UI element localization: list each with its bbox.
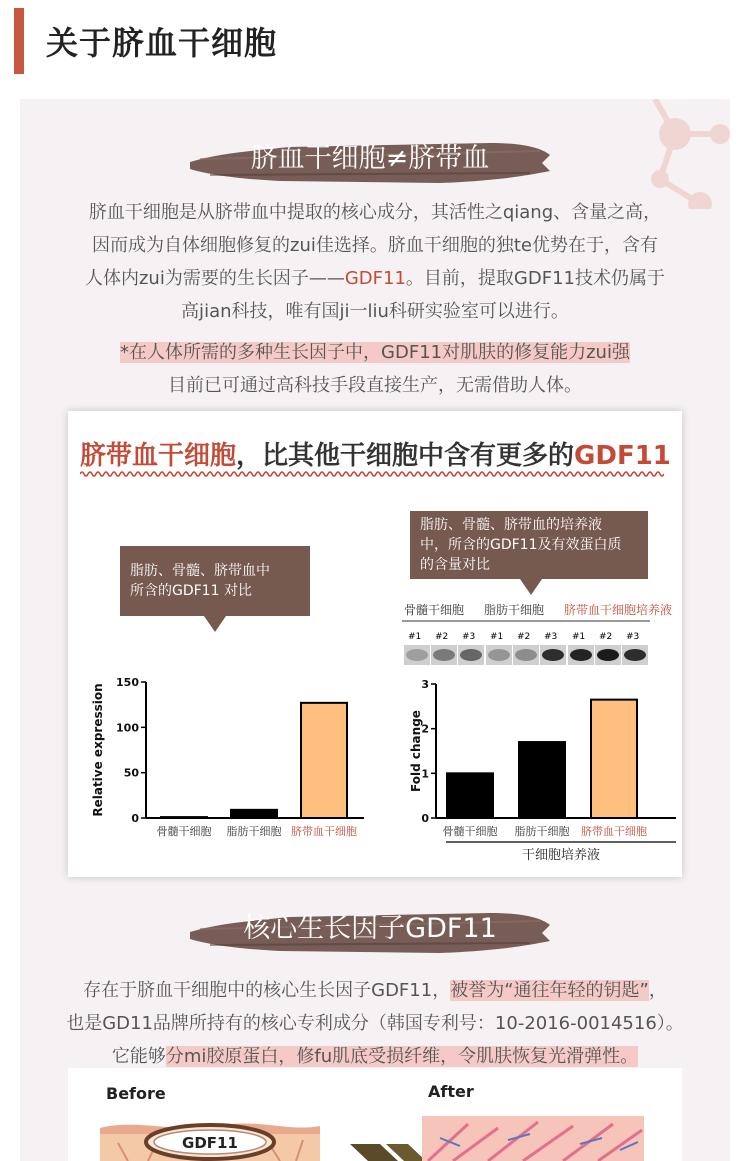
blot-lane-label: #2 [517, 632, 531, 642]
gdf11-figure-card [68, 411, 682, 877]
y-tick-label: 0 [421, 812, 429, 825]
blot-lane-label: #3 [462, 632, 476, 642]
y-axis-label: Relative expression [91, 683, 105, 817]
blot-band [624, 649, 646, 661]
blot-band [488, 649, 510, 661]
blot-band [433, 649, 455, 661]
intro-line-3 [20, 262, 730, 295]
intro-line-2: 因而成为自体细胞修复的zui佳选择。脐血干细胞的独te优势在于，含有 [92, 235, 658, 256]
section-banner-umbilical [190, 129, 550, 189]
figure-title-part3: GDF11 [574, 441, 671, 471]
x-tick-label: 骨髓干细胞 [156, 825, 212, 838]
blot-band [597, 649, 619, 661]
blot-band [406, 649, 428, 661]
bar [301, 703, 347, 818]
intro-line-1: 脐血干细胞是从脐带血中提取的核心成分，其活性之qiang、含量之高， [88, 202, 662, 223]
before-label: Before [106, 1084, 166, 1103]
blot-lane-label: #3 [544, 632, 558, 642]
intro-line-4: 高jian科技，唯有国ji一liu科研实验室可以进行。 [181, 301, 569, 322]
gdf11-line-3a: 它能够 [111, 1046, 166, 1067]
page-title: 关于脐血干细胞 [46, 24, 278, 62]
section-banner-gdf11 [190, 899, 550, 959]
header-accent-bar [14, 8, 24, 74]
banner-text: 脐血干细胞≠脐带血 [250, 143, 490, 174]
y-tick-label: 0 [131, 812, 139, 825]
blot-band [542, 649, 564, 661]
gdf11-line-3-highlight: 分mi胶原蛋白，修fu肌底受损纤维，令肌肤恢复光滑弹性。 [165, 1046, 639, 1067]
chart-fold-change [394, 666, 682, 866]
blot-lane-label: #2 [599, 632, 613, 642]
blot-band [460, 649, 482, 661]
y-tick-label: 2 [421, 722, 429, 736]
blot-lane-label: #1 [408, 632, 422, 642]
y-tick-label: 150 [116, 676, 139, 689]
blot-group-label: 脐带血干细胞培养液 [564, 603, 673, 617]
x-tick-label: 脐带血干细胞 [291, 825, 357, 838]
intro-line-3-rest: 。目前，提取GDF11技术仍属于 [405, 268, 665, 289]
x-tick-label: 脐带血干细胞 [581, 825, 647, 838]
callout-left-text: 脂肪、骨髓、脐带血中 所含的GDF11 对比 [130, 563, 270, 599]
banner-text: 核心生长因子GDF11 [243, 913, 497, 944]
gdf11-line-1 [20, 974, 730, 1007]
blot-group-label: 骨髓干细胞 [404, 603, 465, 617]
bar [161, 817, 207, 818]
blot-lane-label: #2 [435, 632, 449, 642]
blot-band [570, 649, 592, 661]
gdf11-line-2: 也是GD11品牌所持有的核心专利成分（韩国专利号：10-2016-0014516）。 [66, 1013, 684, 1034]
y-tick-label: 50 [123, 766, 139, 780]
wavy-underline [80, 469, 664, 479]
y-axis-label: Fold change [409, 710, 423, 792]
callout-right-text: 脂肪、骨髓、脐带血的培养液 中，所含的GDF11及有效蛋白质 的含量对比 [420, 517, 622, 573]
x-tick-label: 脂肪干细胞 [226, 825, 282, 838]
blot-lane-label: #3 [626, 632, 640, 642]
molecule-decoration-icon [600, 99, 730, 209]
callout-left [120, 546, 310, 616]
blot-band [515, 649, 537, 661]
blot-group-label: 脂肪干细胞 [484, 603, 545, 617]
page-header [0, 0, 750, 80]
skin-illustration [68, 1068, 682, 1161]
western-blot [402, 617, 656, 667]
note-line-1 [20, 336, 730, 369]
y-tick-label: 100 [116, 721, 139, 735]
gdf11-line-1c: ， [648, 980, 667, 1001]
gdf11-line-1a: 存在于脐血干细胞中的核心生长因子GDF11， [83, 980, 451, 1001]
figure-title-part1: 脐带血干细胞 [80, 441, 237, 471]
note-highlight: *在人体所需的多种生长因子中，GDF11对肌肤的修复能力zui强 [120, 342, 630, 363]
figure-title [80, 435, 671, 472]
callout-right [410, 511, 648, 579]
y-tick-label: 3 [421, 678, 429, 691]
gdf11-badge-label: GDF11 [182, 1134, 238, 1152]
x-tick-label: 脂肪干细胞 [514, 825, 570, 838]
before-after-illustration [68, 1068, 682, 1161]
x-axis-label: 干细胞培养液 [521, 848, 601, 863]
bar [519, 742, 565, 818]
y-tick-label: 1 [421, 767, 429, 781]
gdf11-line-1-highlight: 被誉为“通往年轻的钥匙” [450, 980, 649, 1001]
bar [231, 810, 277, 818]
after-label: After [428, 1082, 474, 1101]
blot-lane-label: #1 [572, 632, 586, 642]
intro-line-3-text: 人体内zui为需要的生长因子—— [84, 268, 345, 289]
bar [447, 773, 493, 818]
x-tick-label: 骨髓干细胞 [442, 825, 498, 838]
blot-lane-label: #1 [490, 632, 504, 642]
note-line-2: 目前已可通过高科技手段直接生产，无需借助人体。 [168, 375, 582, 396]
bar [591, 700, 637, 818]
figure-title-part2: ，比其他干细胞中含有更多的 [236, 441, 575, 471]
chart-relative-expression [80, 666, 370, 846]
gdf11-highlight: GDF11 [344, 268, 406, 289]
